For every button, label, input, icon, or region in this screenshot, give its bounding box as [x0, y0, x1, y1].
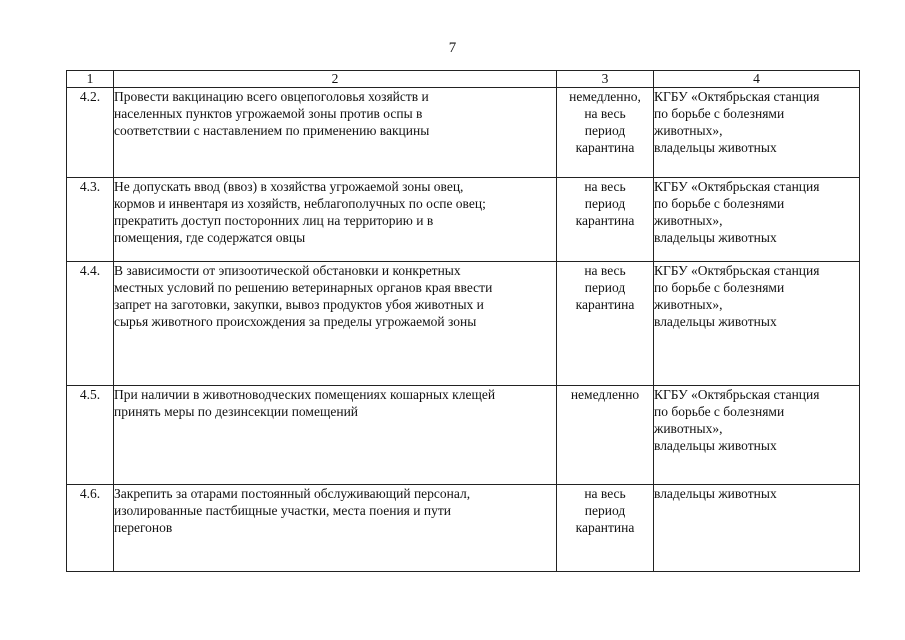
term-text: на весь период карантина	[557, 485, 654, 572]
item-number: 4.3.	[67, 178, 114, 262]
header-col-1: 1	[67, 71, 114, 88]
measure-text: Не допускать ввод (ввоз) в хозяйства угрожаемой зоны овец, кормов и инвентаря из хозяйств, неблагополучных по оспе овец; прекратить доступ посторонних лиц на территорию и в помещения, где содержатся овцы	[114, 178, 557, 262]
term-text: немедленно, на весь период карантина	[557, 88, 654, 178]
term-text: на весь период карантина	[557, 178, 654, 262]
responsible-text: КГБУ «Октябрьская станция по борьбе с болезнями животных», владельцы животных	[654, 262, 860, 386]
header-col-2: 2	[114, 71, 557, 88]
item-number: 4.2.	[67, 88, 114, 178]
measure-text: Провести вакцинацию всего овцепоголовья хозяйств и населенных пунктов угрожаемой зоны против оспы в соответствии с наставлением по применению вакцины	[114, 88, 557, 178]
page-number: 7	[448, 40, 457, 56]
table-row	[67, 262, 860, 386]
responsible-text: КГБУ «Октябрьская станция по борьбе с болезнями животных», владельцы животных	[654, 88, 860, 178]
table-header-row	[67, 71, 860, 88]
responsible-text: КГБУ «Октябрьская станция по борьбе с болезнями животных», владельцы животных	[654, 386, 860, 485]
term-text: немедленно	[557, 386, 654, 485]
measure-text: В зависимости от эпизоотической обстановки и конкретных местных условий по решению ветеринарных органов края ввести запрет на заготовки, закупки, вывоз продуктов убоя животных и сырья животного происхождения за пределы угрожаемой зоны	[114, 262, 557, 386]
header-col-3: 3	[557, 71, 654, 88]
table-row	[67, 485, 860, 572]
table-row	[67, 178, 860, 262]
table-row	[67, 88, 860, 178]
responsible-text: КГБУ «Октябрьская станция по борьбе с болезнями животных», владельцы животных	[654, 178, 860, 262]
measure-text: При наличии в животноводческих помещениях кошарных клещей принять меры по дезинсекции помещений	[114, 386, 557, 485]
measures-table	[66, 70, 860, 572]
header-col-4: 4	[654, 71, 860, 88]
table-row	[67, 386, 860, 485]
item-number: 4.4.	[67, 262, 114, 386]
term-text: на весь период карантина	[557, 262, 654, 386]
item-number: 4.5.	[67, 386, 114, 485]
responsible-text: владельцы животных	[654, 485, 860, 572]
item-number: 4.6.	[67, 485, 114, 572]
measure-text: Закрепить за отарами постоянный обслуживающий персонал, изолированные пастбищные участки, места поения и пути перегонов	[114, 485, 557, 572]
